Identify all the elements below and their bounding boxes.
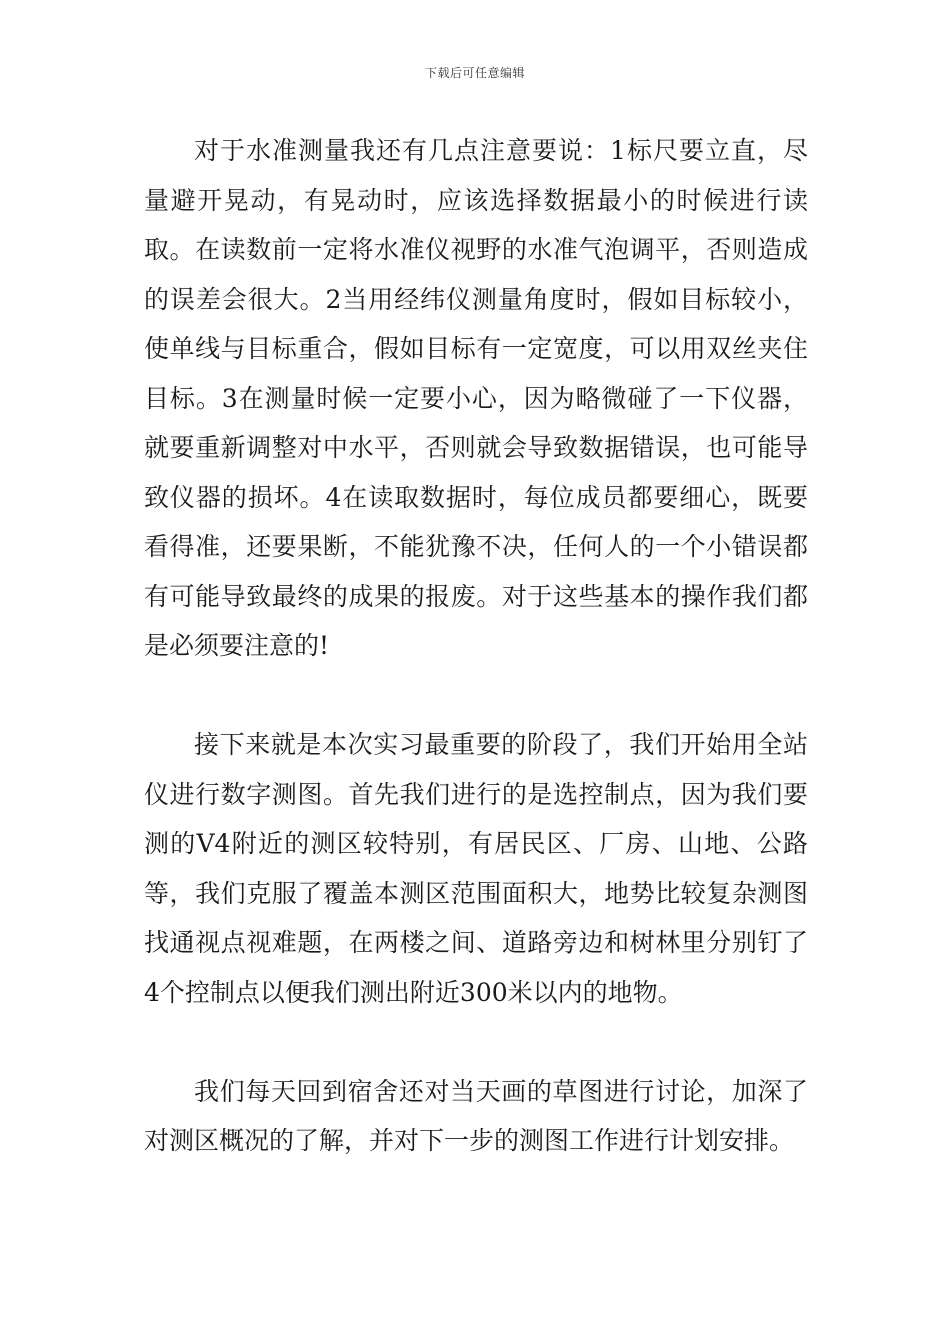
paragraph-leveling-notes: 对于水准测量我还有几点注意要说：1标尺要立直，尽量避开晃动，有晃动时，应该选择数据最小的时候进行读取。在读数前一定将水准仪视野的水准气泡调平，否则造成的误差会很大。2当用经纬仪测量角度时，假如目标较小，使单线与目标重合，假如目标有一定宽度，可以用双丝夹住目标。3在测量时候一定要小心，因为略微碰了一下仪器，就要重新调整对中水平，否则就会导致数据错误，也可能导致仪器的损坏。4在读取数据时，每位成员都要细心，既要看得准，还要果断，不能犹豫不决，任何人的一个小错误都有可能导致最终的成果的报废。对于这些基本的操作我们都是必须要注意的! [144, 136, 808, 660]
paragraph-daily-discussion: 我们每天回到宿舍还对当天画的草图进行讨论，加深了对测区概况的了解，并对下一步的测图工作进行计划安排。 [144, 1076, 808, 1155]
document-body [144, 126, 808, 1166]
paragraph-digital-mapping: 接下来就是本次实习最重要的阶段了，我们开始用全站仪进行数字测图。首先我们进行的是选控制点，因为我们要测的V4附近的测区较特别，有居民区、厂房、山地、公路等，我们克服了覆盖本测区范围面积大，地势比较复杂测图找通视点视难题，在两楼之间、道路旁边和树林里分别钉了4个控制点以便我们测出附近300米以内的地物。 [144, 730, 808, 1007]
header-note: 下载后可任意编辑 [424, 66, 525, 80]
